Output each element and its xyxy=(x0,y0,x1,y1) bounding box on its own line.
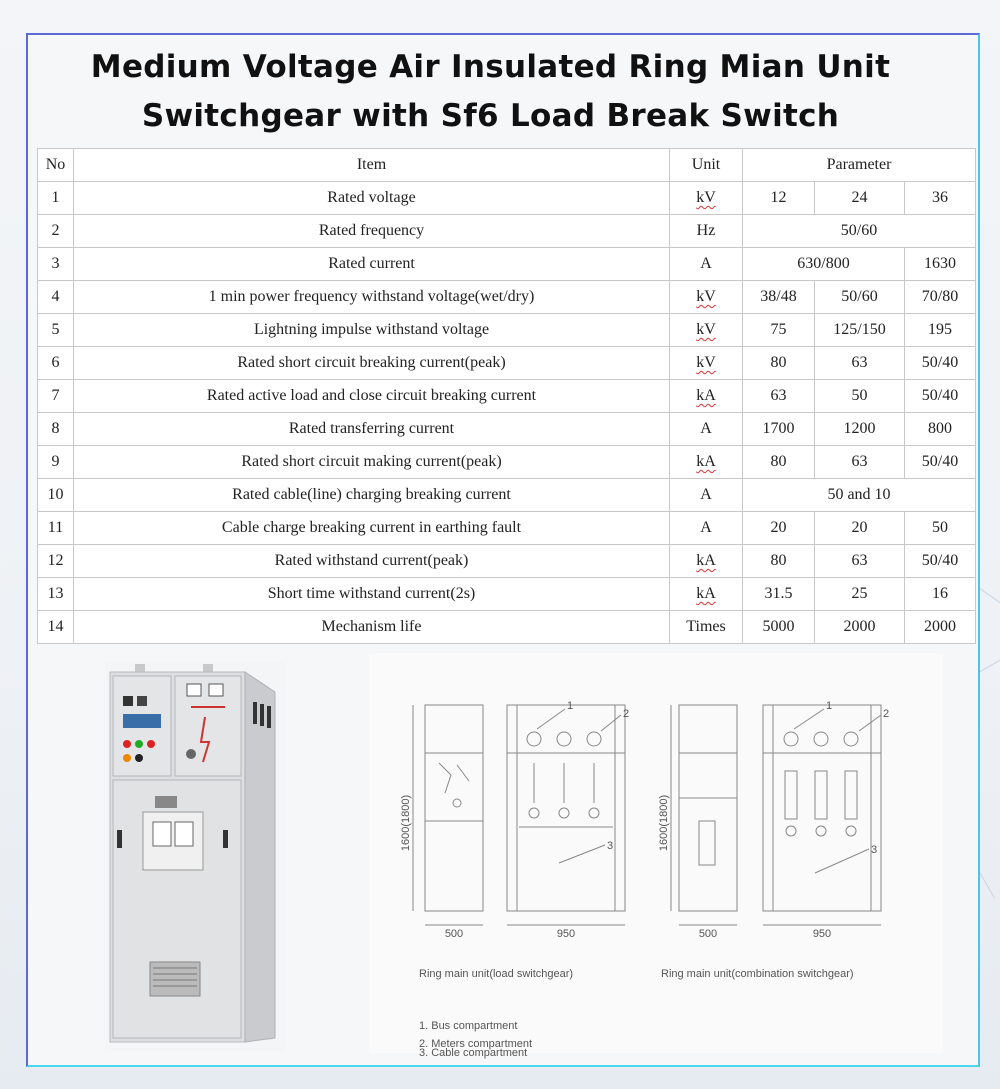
row-item: Rated active load and close circuit breaking current xyxy=(74,380,670,413)
unit-text: kV xyxy=(696,354,716,371)
row-unit: A xyxy=(670,248,743,281)
drawing-svg xyxy=(369,653,943,1053)
row-value: 25 xyxy=(815,578,905,611)
table-header-row xyxy=(38,149,976,182)
table-row xyxy=(38,413,976,446)
row-number: 2 xyxy=(38,215,74,248)
row-value: 50/40 xyxy=(905,545,976,578)
row-unit: A xyxy=(670,413,743,446)
row-value: 20 xyxy=(815,512,905,545)
dim-height-left: 1600(1800) xyxy=(400,794,412,852)
callout-2-right: 2 xyxy=(883,708,890,720)
row-number: 9 xyxy=(38,446,74,479)
row-number: 13 xyxy=(38,578,74,611)
row-value: 50 xyxy=(905,512,976,545)
row-value: 50/60 xyxy=(815,281,905,314)
unit-text: kV xyxy=(696,288,716,305)
right-side-view xyxy=(679,705,737,911)
table-row xyxy=(38,314,976,347)
row-value: 38/48 xyxy=(743,281,815,314)
row-number: 14 xyxy=(38,611,74,644)
row-value: 31.5 xyxy=(743,578,815,611)
table-row xyxy=(38,545,976,578)
table-row xyxy=(38,578,976,611)
page-title xyxy=(28,43,953,141)
unit-text: kV xyxy=(696,321,716,338)
legend-item-2: 2. Meters compartment xyxy=(419,1038,533,1050)
row-value: 50 and 10 xyxy=(743,479,976,512)
callout-2-left: 2 xyxy=(623,708,630,720)
row-value: 63 xyxy=(743,380,815,413)
row-value: 63 xyxy=(815,347,905,380)
table-row xyxy=(38,512,976,545)
row-value: 70/80 xyxy=(905,281,976,314)
technical-drawing: 1600(1800) 1600(1800) 500 950 500 950 1 2 3 1 2 3 Ring main unit(load switchgear) Ring main unit(combination switchgear) 1. Bus compartment 2. Meters compartment 3. Cable compartment xyxy=(369,653,943,1053)
table-row xyxy=(38,611,976,644)
title-line-2: Switchgear with Sf6 Load Break Switch xyxy=(141,98,840,134)
row-value: 50/40 xyxy=(905,446,976,479)
row-item: Rated short circuit breaking current(peak) xyxy=(74,347,670,380)
row-value: 36 xyxy=(905,182,976,215)
row-value: 630/800 xyxy=(743,248,905,281)
row-unit xyxy=(670,545,743,578)
title-line-1: Medium Voltage Air Insulated Ring Mian Unit xyxy=(90,49,891,85)
row-value: 12 xyxy=(743,182,815,215)
row-value: 195 xyxy=(905,314,976,347)
row-value: 63 xyxy=(815,446,905,479)
row-item: Rated voltage xyxy=(74,182,670,215)
caption-load-switchgear: Ring main unit(load switchgear) xyxy=(419,968,574,980)
table-row xyxy=(38,479,976,512)
row-unit: Hz xyxy=(670,215,743,248)
row-item: Rated cable(line) charging breaking current xyxy=(74,479,670,512)
header-no: No xyxy=(38,149,74,182)
row-value: 24 xyxy=(815,182,905,215)
row-value: 50/40 xyxy=(905,347,976,380)
unit-text: kV xyxy=(696,189,716,206)
table-row xyxy=(38,281,976,314)
row-value: 80 xyxy=(743,446,815,479)
row-value: 2000 xyxy=(905,611,976,644)
row-item: Rated current xyxy=(74,248,670,281)
table-row xyxy=(38,215,976,248)
row-value: 75 xyxy=(743,314,815,347)
row-unit: Times xyxy=(670,611,743,644)
switchgear-photo xyxy=(105,662,285,1051)
row-number: 10 xyxy=(38,479,74,512)
row-unit: A xyxy=(670,479,743,512)
row-item: Rated transferring current xyxy=(74,413,670,446)
row-value: 1200 xyxy=(815,413,905,446)
row-value: 50/60 xyxy=(743,215,976,248)
callout-3-right: 3 xyxy=(871,844,878,856)
dim-width-right-1: 950 xyxy=(556,928,576,940)
row-value: 16 xyxy=(905,578,976,611)
unit-text: kA xyxy=(696,387,716,404)
row-number: 7 xyxy=(38,380,74,413)
row-unit xyxy=(670,182,743,215)
specification-table xyxy=(37,148,976,644)
row-unit xyxy=(670,347,743,380)
table-row xyxy=(38,347,976,380)
row-unit xyxy=(670,578,743,611)
row-value: 1700 xyxy=(743,413,815,446)
row-value: 80 xyxy=(743,347,815,380)
table-row xyxy=(38,380,976,413)
row-value: 2000 xyxy=(815,611,905,644)
row-item: Short time withstand current(2s) xyxy=(74,578,670,611)
header-unit: Unit xyxy=(670,149,743,182)
row-unit xyxy=(670,380,743,413)
row-value: 125/150 xyxy=(815,314,905,347)
row-item: Rated frequency xyxy=(74,215,670,248)
row-number: 4 xyxy=(38,281,74,314)
row-number: 12 xyxy=(38,545,74,578)
row-unit xyxy=(670,446,743,479)
right-front-view xyxy=(763,705,881,911)
table-row xyxy=(38,182,976,215)
row-item: Mechanism life xyxy=(74,611,670,644)
header-item: Item xyxy=(74,149,670,182)
unit-text: kA xyxy=(696,585,716,602)
header-parameter: Parameter xyxy=(743,149,976,182)
callout-1-right: 1 xyxy=(826,700,833,712)
dim-width-left-1: 500 xyxy=(444,928,464,940)
row-value: 800 xyxy=(905,413,976,446)
dim-width-right-2: 950 xyxy=(812,928,832,940)
row-number: 8 xyxy=(38,413,74,446)
callout-3-left: 3 xyxy=(607,840,614,852)
row-value: 20 xyxy=(743,512,815,545)
row-unit xyxy=(670,314,743,347)
row-item: 1 min power frequency withstand voltage(wet/dry) xyxy=(74,281,670,314)
row-value: 50 xyxy=(815,380,905,413)
row-item: Rated withstand current(peak) xyxy=(74,545,670,578)
row-value: 1630 xyxy=(905,248,976,281)
row-number: 5 xyxy=(38,314,74,347)
row-unit xyxy=(670,281,743,314)
unit-text: kA xyxy=(696,453,716,470)
dim-height-right: 1600(1800) xyxy=(658,794,670,852)
row-number: 6 xyxy=(38,347,74,380)
row-number: 3 xyxy=(38,248,74,281)
row-item: Rated short circuit making current(peak) xyxy=(74,446,670,479)
row-value: 50/40 xyxy=(905,380,976,413)
unit-text: kA xyxy=(696,552,716,569)
table-row xyxy=(38,248,976,281)
row-unit: A xyxy=(670,512,743,545)
legend-item-1: 1. Bus compartment xyxy=(419,1020,518,1032)
row-value: 5000 xyxy=(743,611,815,644)
row-item: Cable charge breaking current in earthing fault xyxy=(74,512,670,545)
left-side-view xyxy=(425,705,483,911)
row-item: Lightning impulse withstand voltage xyxy=(74,314,670,347)
row-value: 63 xyxy=(815,545,905,578)
row-number: 11 xyxy=(38,512,74,545)
content-frame xyxy=(26,33,980,1067)
caption-combination-switchgear: Ring main unit(combination switchgear) xyxy=(661,968,854,980)
row-value: 80 xyxy=(743,545,815,578)
table-row xyxy=(38,446,976,479)
callout-1-left: 1 xyxy=(567,700,574,712)
switchgear-cabinet-image xyxy=(105,662,285,1051)
dim-width-left-2: 500 xyxy=(698,928,718,940)
row-number: 1 xyxy=(38,182,74,215)
